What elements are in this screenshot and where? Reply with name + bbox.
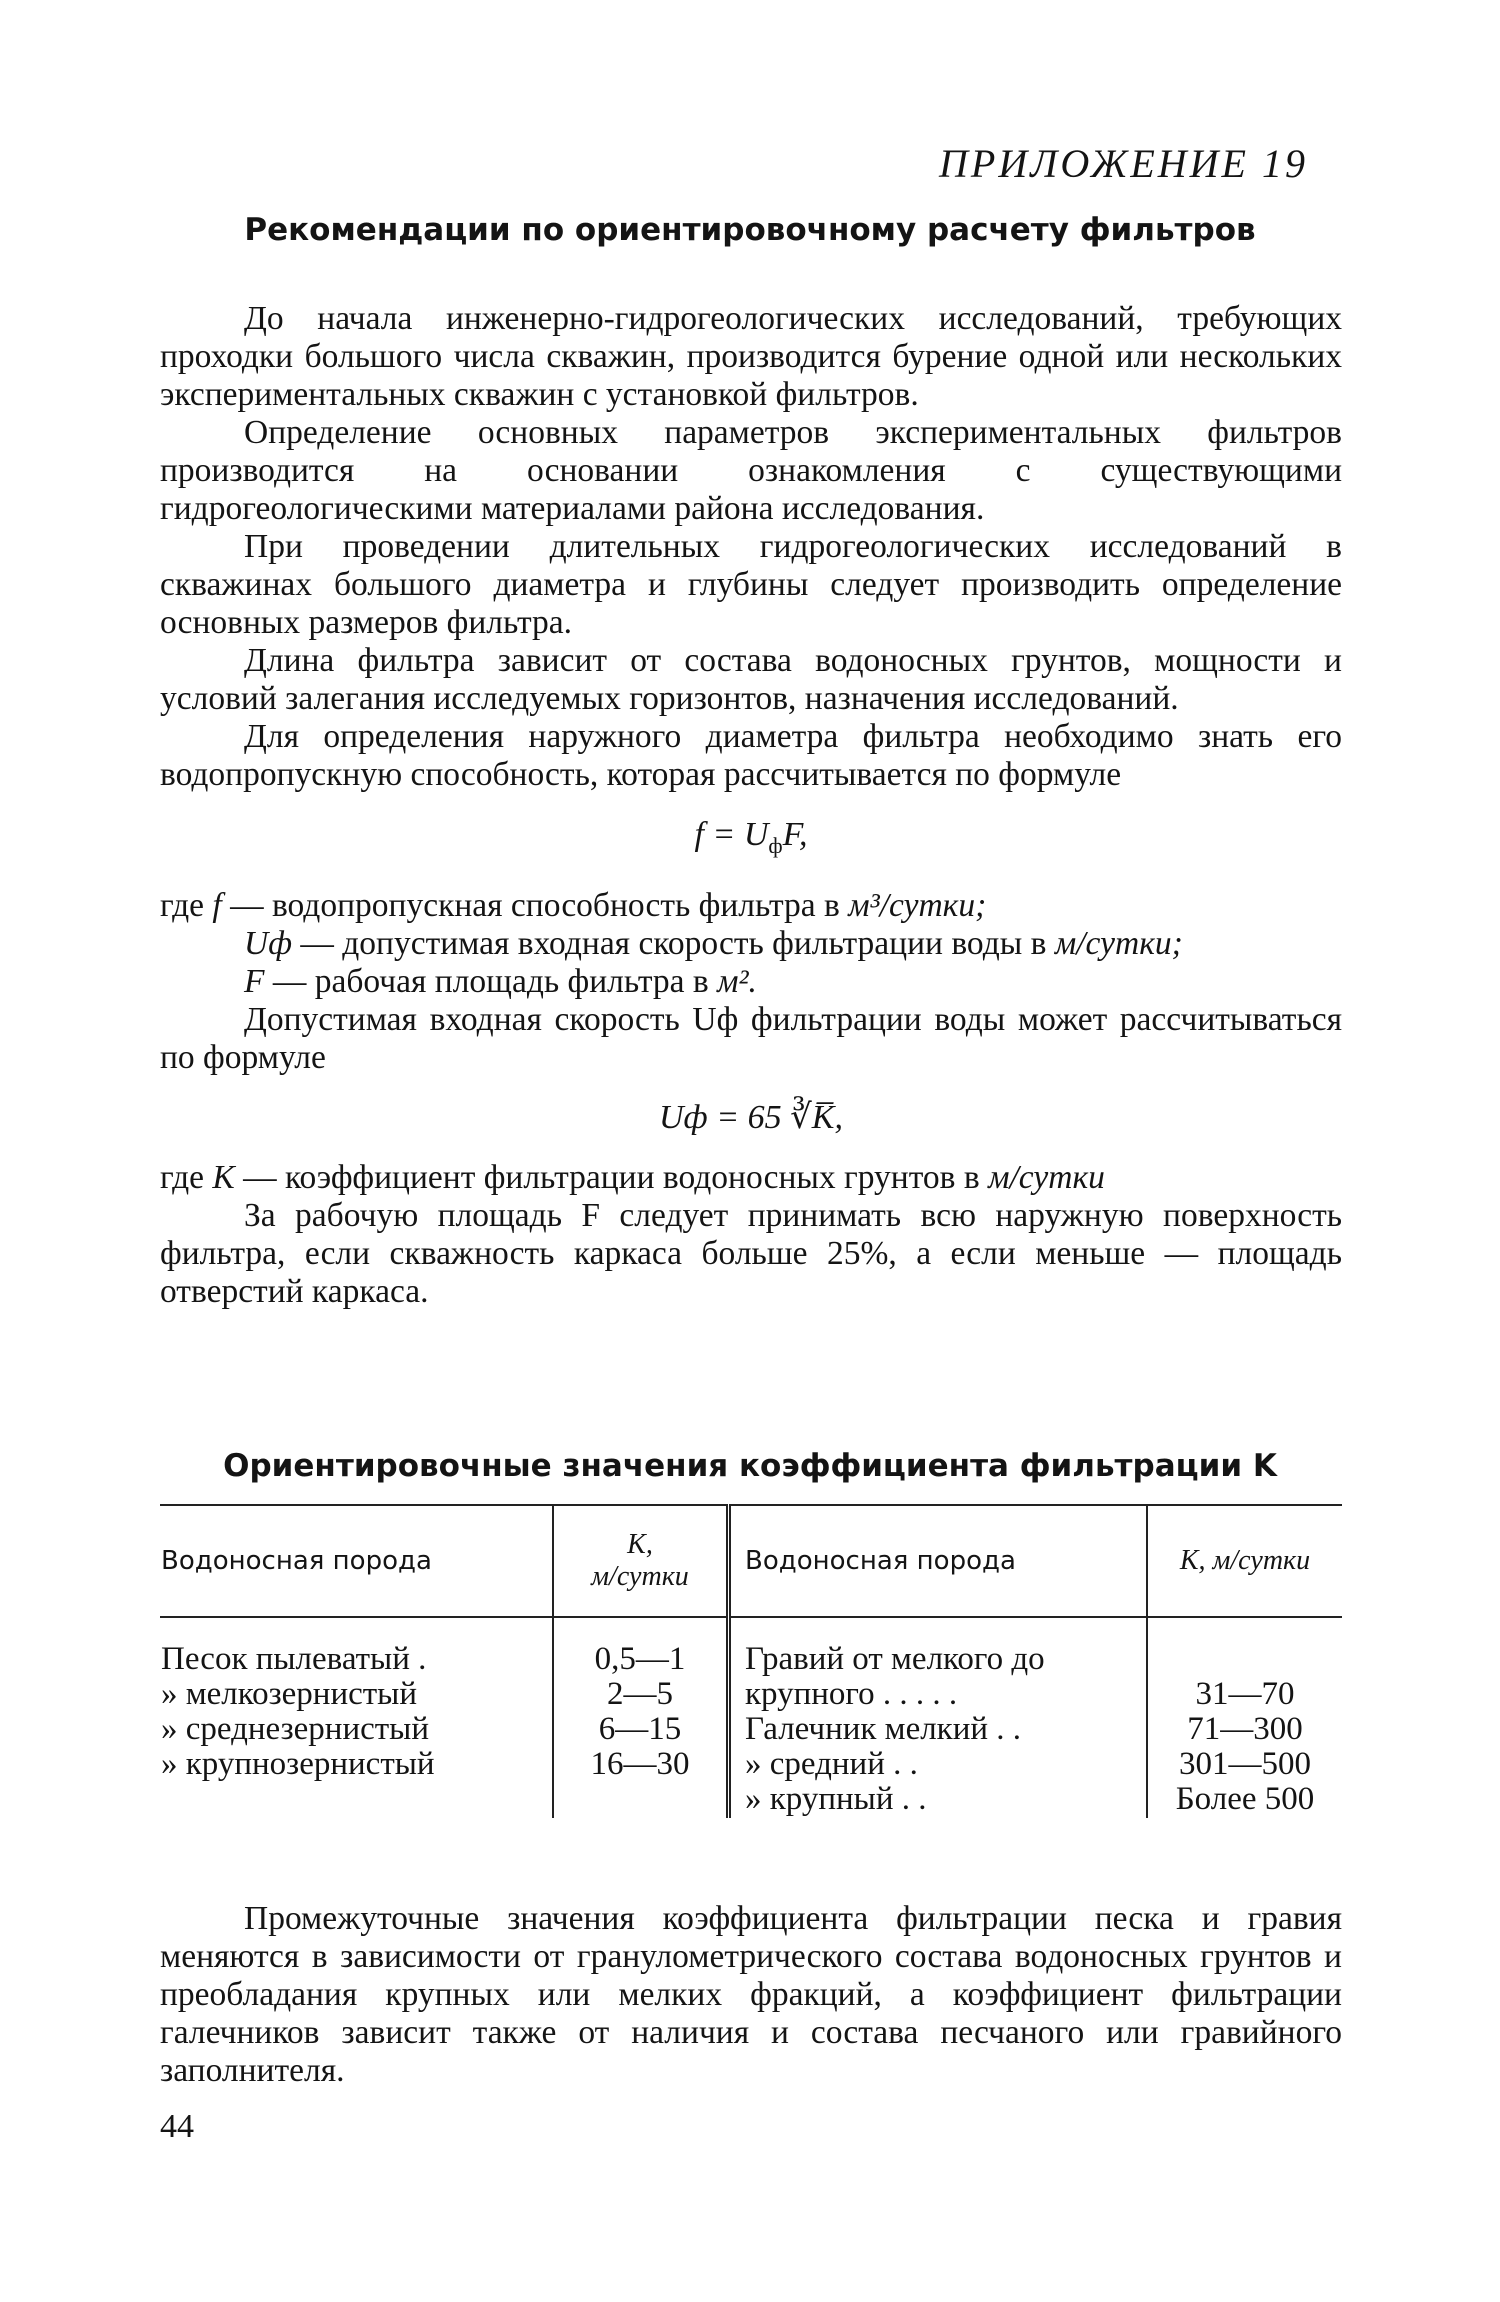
formula-eq: = U bbox=[703, 816, 769, 853]
gloss-text: — рабочая площадь фильтра в bbox=[264, 962, 718, 1000]
gloss-line-2 bbox=[160, 925, 1342, 963]
paragraph-6: Допустимая входная скорость Uф фильтрации воды может рассчитываться по формуле bbox=[160, 1000, 1342, 1076]
table-cell: Более 500 bbox=[1175, 1781, 1315, 1817]
closing-text bbox=[160, 1900, 1342, 2090]
formula-velocity: Uф = 65 ∛K̅, bbox=[659, 1098, 843, 1136]
gloss-term: f bbox=[212, 886, 222, 924]
gloss-text: — допустимая входная скорость фильтрации воды в bbox=[291, 924, 1055, 962]
paragraph-closing: Промежуточные значения коэффициента фильтрации песка и гравия меняются в зависимости от гранулометрического состава водоносных грунтов и преобладания крупных или мелких фракций, а коэффициент фильтрации галечников зависит также от наличия и состава песчаного или гравийного заполнителя. bbox=[160, 1900, 1342, 2089]
gloss-unit: м/сутки bbox=[988, 1158, 1105, 1196]
table-cell: Галечник мелкий . . bbox=[745, 1711, 1022, 1747]
gloss-text: — коэффициент фильтрации водоносных грунтов в bbox=[234, 1158, 989, 1196]
appendix-label: ПРИЛОЖЕНИЕ 19 bbox=[939, 141, 1308, 186]
filtration-table bbox=[160, 1504, 1342, 1818]
header-rock-1: Водоносная порода bbox=[160, 1505, 553, 1617]
table-cell: » среднезернистый bbox=[161, 1711, 430, 1747]
formula-sub: ф bbox=[768, 832, 783, 858]
gloss-term: F bbox=[244, 962, 265, 1000]
header-rock-2: Водоносная порода bbox=[729, 1505, 1148, 1617]
col-k-2 bbox=[1147, 1617, 1342, 1818]
gloss-text: — водопропускная способность фильтра в bbox=[221, 886, 849, 924]
table-cell: 71—300 bbox=[1187, 1711, 1303, 1747]
table-cell: 16—30 bbox=[590, 1746, 690, 1782]
gloss-line-1 bbox=[160, 887, 1342, 925]
paragraph-3: При проведении длительных гидрогеологических исследований в скважинах большого диаметра и глубины следует производить определение основных размеров фильтра. bbox=[160, 528, 1342, 641]
header-k-symbol: K, bbox=[627, 1529, 653, 1560]
col-k-1 bbox=[553, 1617, 729, 1818]
table-cell: Гравий от мелкого до bbox=[745, 1641, 1045, 1677]
paragraph-2: Определение основных параметров экспериментальных фильтров производится на основании ознакомления с существующими гидрогеологическими материалами района исследования. bbox=[160, 414, 1342, 527]
header-k-unit: м/сутки bbox=[591, 1561, 689, 1592]
gloss-term: Uф bbox=[244, 924, 292, 962]
table-cell: Песок пылеватый . bbox=[161, 1641, 427, 1677]
gloss-line-4 bbox=[160, 1159, 1342, 1197]
paragraph-5: Для определения наружного диаметра фильтра необходимо знать его водопропускную способность, которая рассчитывается по формуле bbox=[160, 718, 1342, 793]
paragraph-4: Длина фильтра зависит от состава водоносных грунтов, мощности и условий залегания исследуемых горизонтов, назначения исследований. bbox=[160, 642, 1342, 717]
body-text bbox=[160, 300, 1342, 1311]
paragraph-7: За рабочую площадь F следует принимать всю наружную поверхность фильтра, если скважность каркаса больше 25%, а если меньше — площадь отверстий каркаса. bbox=[160, 1196, 1342, 1310]
gloss-line-3 bbox=[160, 963, 1342, 1001]
gloss-prefix: где bbox=[160, 886, 213, 924]
table-cell: 301—500 bbox=[1179, 1746, 1311, 1782]
header-k-2 bbox=[1147, 1505, 1342, 1617]
table-cell: » мелкозернистый bbox=[161, 1676, 418, 1712]
table-cell: 6—15 bbox=[598, 1711, 682, 1747]
page-number: 44 bbox=[160, 2108, 194, 2145]
header-k-2-text: K, м/сутки bbox=[1179, 1545, 1311, 1576]
col-rock-2 bbox=[729, 1617, 1148, 1818]
table-cell bbox=[1149, 1642, 1341, 1677]
paragraph-1: До начала инженерно-гидрогеологических исследований, требующих проходки большого числа скважин, производится бурение одной или нескольких экспериментальных скважин с установкой фильтров. bbox=[160, 300, 1342, 413]
gloss-unit: м³/сутки; bbox=[848, 886, 987, 924]
formula-throughput bbox=[160, 816, 1342, 865]
col-rock-1 bbox=[160, 1617, 553, 1818]
page-title: Рекомендации по ориентировочному расчету фильтров bbox=[244, 212, 1256, 248]
table-cell: крупного . . . . . bbox=[745, 1676, 958, 1712]
gloss-prefix: где bbox=[160, 1158, 213, 1196]
formula-lhs: f bbox=[694, 816, 704, 853]
table-cell: 2—5 bbox=[607, 1676, 673, 1712]
header-k-1 bbox=[553, 1505, 729, 1617]
table-cell: » крупнозернистый bbox=[161, 1746, 435, 1782]
gloss-term: K bbox=[212, 1158, 235, 1196]
table-cell: 0,5—1 bbox=[594, 1641, 686, 1677]
table-cell: » крупный . . bbox=[745, 1781, 927, 1817]
table-cell: » средний . . bbox=[745, 1746, 918, 1782]
formula-rhs: F, bbox=[782, 816, 808, 853]
gloss-unit: м². bbox=[717, 962, 757, 1000]
table-title: Ориентировочные значения коэффициента фильтрации K bbox=[223, 1448, 1277, 1484]
table-row bbox=[160, 1617, 1342, 1818]
table-cell: 31—70 bbox=[1195, 1676, 1295, 1712]
gloss-unit: м/сутки; bbox=[1054, 924, 1183, 962]
